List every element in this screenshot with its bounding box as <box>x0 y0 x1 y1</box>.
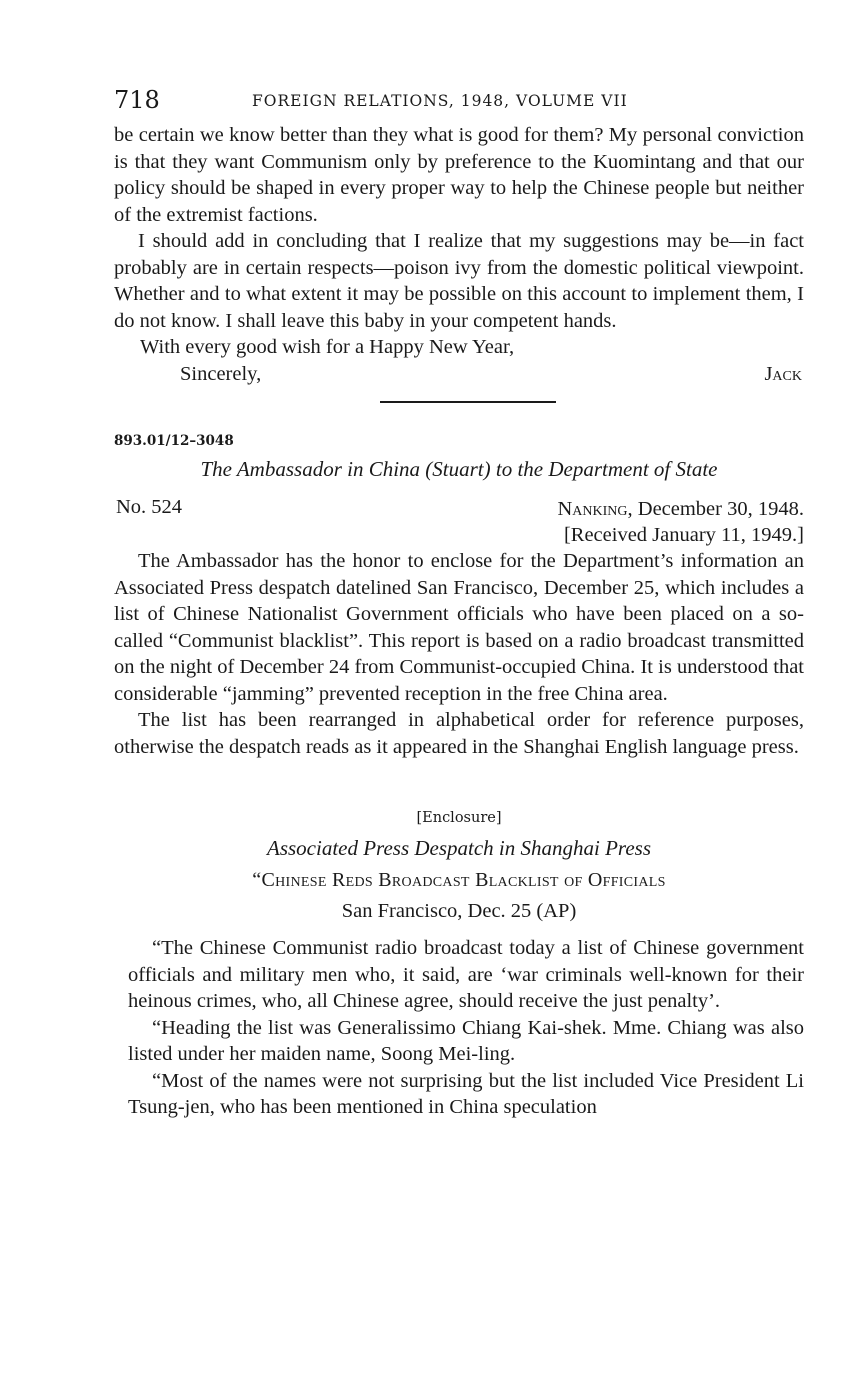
letter-paragraph: I should add in concluding that I realize that my suggestions may be—in fact probably are in certain respects—poison ivy from the domestic political viewpoint. Whether and to what extent it may be possible on this account to implement them, I do not know. I shall leave this baby in your competent hands. <box>114 230 804 332</box>
enclosure-dateline: San Francisco, Dec. 25 (AP) <box>341 900 577 922</box>
dateline <box>557 496 804 548</box>
signature: Jack <box>764 362 802 385</box>
place-date <box>557 496 804 522</box>
document-page <box>114 82 804 1121</box>
enclosure-label: [Enclosure] <box>416 810 502 826</box>
place: Nanking <box>557 498 628 520</box>
date: , December 30, 1948. <box>627 498 804 520</box>
enclosure-title: Associated Press Despatch in Shanghai Press <box>267 836 651 860</box>
running-title: FOREIGN RELATIONS, 1948, VOLUME VII <box>252 92 628 110</box>
file-number: 893.01/12–3048 <box>114 433 234 449</box>
document-paragraph: The Ambassador has the honor to enclose for the Department’s information an Associated Press despatch datelined San Francisco, December 25, which includes a list of Chinese Nationalist Government officials who have been placed on a so-called “Communist blacklist”. This report is based on a radio broadcast transmitted on the night of December 24 from Communist-occupied China. It is understood that considerable “jamming” prevented reception in the free China area. <box>114 550 804 705</box>
dateline-row <box>114 496 804 548</box>
document-number: No. 524 <box>116 496 183 518</box>
running-head <box>114 82 804 122</box>
enclosure-headline: “Chinese Reds Broadcast Blacklist of Officials <box>252 869 666 891</box>
received-date: [Received January 11, 1949.] <box>563 524 804 546</box>
letter-closing <box>114 334 804 387</box>
valediction: Sincerely, <box>180 362 262 385</box>
letter-paragraph: be certain we know better than they what is good for them? My personal conviction is that they want Communism only by preference to the Kuomintang and that our policy should be shaped in every proper way to help the Chinese people but neither of the extremist factions. <box>114 124 804 226</box>
enclosure-body <box>128 935 804 1121</box>
document-heading: The Ambassador in China (Stuart) to the Department of State <box>200 457 718 481</box>
enclosure-paragraph: “Heading the list was Generalissimo Chiang Kai-shek. Mme. Chiang was also listed under her maiden name, Soong Mei-ling. <box>128 1016 804 1065</box>
closing-wish: With every good wish for a Happy New Year, <box>140 336 515 358</box>
document-paragraph: The list has been rearranged in alphabetical order for reference purposes, otherwise the despatch reads as it appeared in the Shanghai English language press. <box>114 709 804 758</box>
enclosure-paragraph: “The Chinese Communist radio broadcast today a list of Chinese government officials and military men who, it said, are ‘war criminals well-known for their heinous crimes, who, all Chinese agree, should receive the just penalty’. <box>128 937 804 1012</box>
page-number: 718 <box>114 86 160 114</box>
enclosure-paragraph: “Most of the names were not surprising but the list included Vice President Li Tsung-jen, who has been mentioned in China speculation <box>128 1069 804 1118</box>
section-divider <box>380 401 556 403</box>
signature-line <box>114 361 804 388</box>
